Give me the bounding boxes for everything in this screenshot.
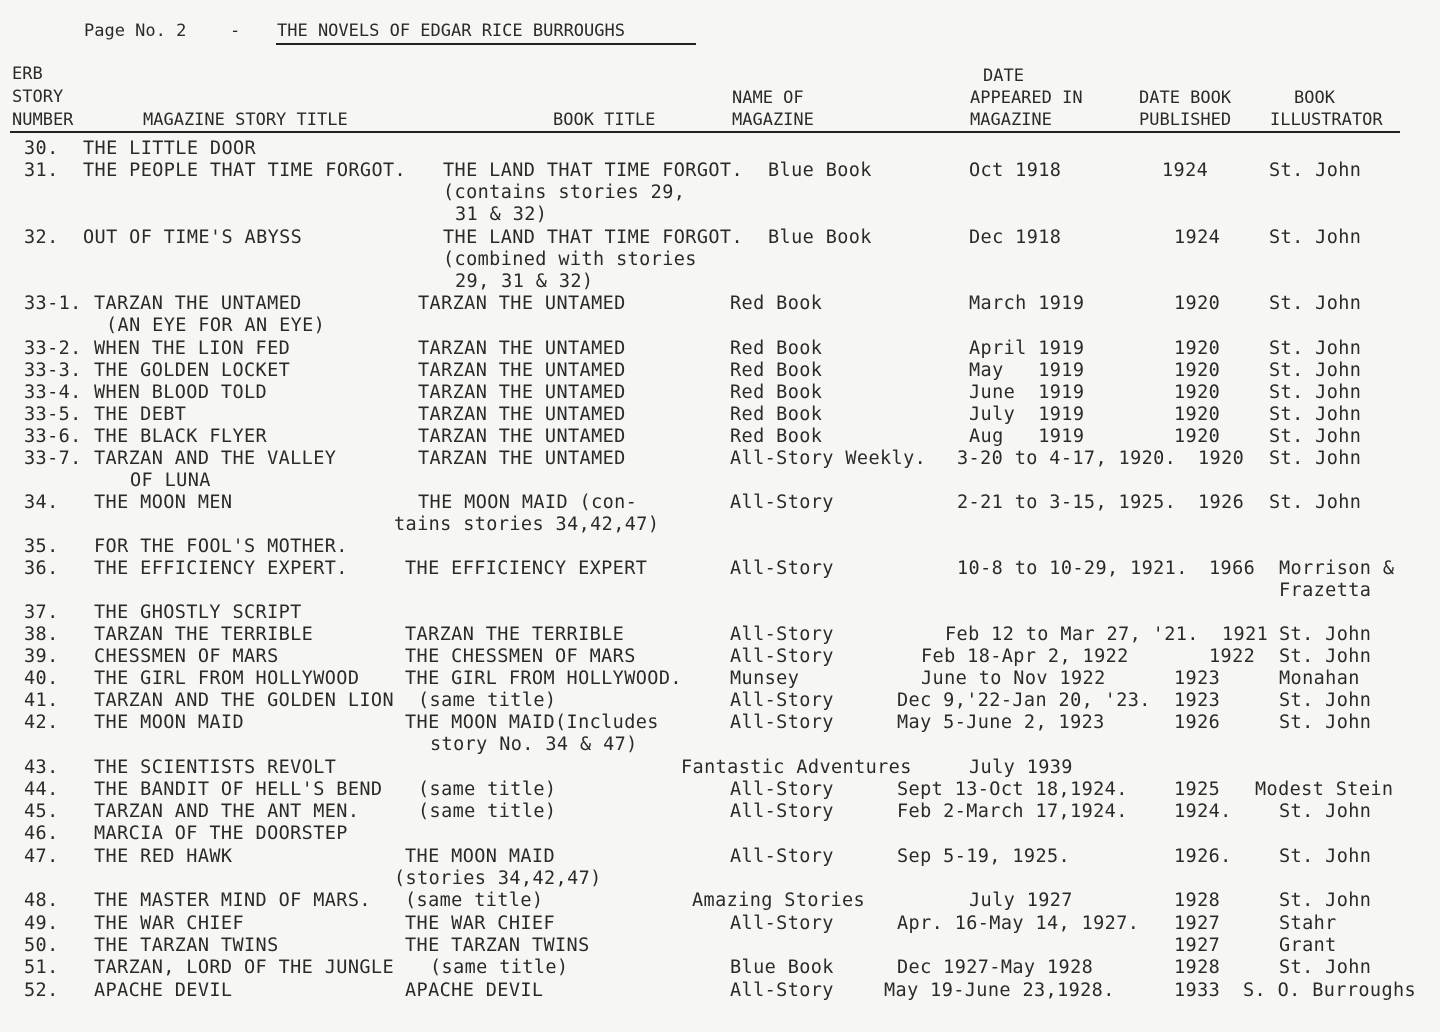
magazine-story-title: THE DEBT bbox=[94, 404, 187, 425]
magazine-story-title: MARCIA OF THE DOORSTEP bbox=[94, 823, 348, 844]
row-number: 49. bbox=[24, 913, 59, 934]
row-number: 32. bbox=[24, 227, 59, 248]
magazine-name: Red Book bbox=[730, 382, 823, 403]
magazine-name: All-Story bbox=[730, 913, 834, 934]
magazine-name: All-Story bbox=[730, 779, 834, 800]
book-title: (same title) bbox=[418, 779, 557, 800]
book-illustrator: St. John bbox=[1269, 426, 1362, 447]
book-illustrator: St. John bbox=[1269, 338, 1362, 359]
row-number: 38. bbox=[24, 624, 59, 645]
book-illustrator: Monahan bbox=[1279, 668, 1360, 689]
date-published: 1922 bbox=[1209, 646, 1256, 667]
date-appeared: March 1919 bbox=[969, 293, 1085, 314]
date-published: 1927 bbox=[1174, 913, 1221, 934]
book-illustrator: St. John bbox=[1279, 801, 1372, 822]
date-appeared: July 1939 bbox=[969, 757, 1073, 778]
book-illustrator: St. John bbox=[1269, 492, 1362, 513]
book-title: THE MOON MAID(Includes bbox=[405, 712, 659, 733]
col-magazine: MAGAZINE bbox=[732, 110, 814, 130]
book-title: (same title) bbox=[430, 957, 569, 978]
magazine-name: Blue Book bbox=[768, 160, 872, 181]
date-appeared: May 19-June 23,1928. bbox=[884, 980, 1115, 1001]
magazine-story-title: THE BLACK FLYER bbox=[94, 426, 268, 447]
col-erb: ERB bbox=[12, 64, 43, 84]
row-number: 33-7. bbox=[24, 448, 82, 469]
col-story: STORY bbox=[12, 87, 64, 107]
magazine-story-title: WHEN THE LION FED bbox=[94, 338, 291, 359]
magazine-story-title: CHESSMEN OF MARS bbox=[94, 646, 279, 667]
magazine-story-subtitle: OF LUNA bbox=[130, 470, 211, 491]
row-number: 37. bbox=[24, 602, 59, 623]
book-illustrator: St. John bbox=[1279, 957, 1372, 978]
row-number: 33-2. bbox=[24, 338, 82, 359]
magazine-story-title: TARZAN AND THE VALLEY bbox=[94, 448, 337, 469]
date-appeared: Feb 18-Apr 2, 1922 bbox=[921, 646, 1129, 667]
date-published: 1928 bbox=[1174, 957, 1221, 978]
date-appeared: 10-8 to 10-29, 1921. bbox=[957, 558, 1188, 579]
magazine-story-title: TARZAN AND THE GOLDEN LION bbox=[94, 690, 394, 711]
row-number: 43. bbox=[24, 757, 59, 778]
row-number: 35. bbox=[24, 536, 59, 557]
document-title: THE NOVELS OF EDGAR RICE BURROUGHS bbox=[277, 21, 625, 41]
row-number: 33-5. bbox=[24, 404, 82, 425]
magazine-name: All-Story bbox=[730, 801, 834, 822]
magazine-name: Red Book bbox=[730, 338, 823, 359]
date-appeared: May 1919 bbox=[969, 360, 1085, 381]
book-title: THE TARZAN TWINS bbox=[405, 935, 590, 956]
title-underline bbox=[276, 43, 696, 45]
date-published: 1920 bbox=[1174, 293, 1221, 314]
row-number: 33-6. bbox=[24, 426, 82, 447]
magazine-story-subtitle: (AN EYE FOR AN EYE) bbox=[106, 315, 326, 336]
book-title: THE LAND THAT TIME FORGOT. bbox=[443, 160, 743, 181]
book-title-note: (contains stories 29, bbox=[443, 182, 686, 203]
row-number: 33-1. bbox=[24, 293, 82, 314]
date-appeared: June to Nov 1922 bbox=[921, 668, 1106, 689]
magazine-story-title: THE TARZAN TWINS bbox=[94, 935, 279, 956]
magazine-story-title: WHEN BLOOD TOLD bbox=[94, 382, 268, 403]
header-dash: - bbox=[230, 21, 241, 41]
magazine-name: All-Story bbox=[730, 980, 834, 1001]
row-number: 45. bbox=[24, 801, 59, 822]
book-illustrator: St. John bbox=[1279, 890, 1372, 911]
col-appeared-in: APPEARED IN bbox=[970, 88, 1083, 108]
date-published: 1920 bbox=[1174, 404, 1221, 425]
date-appeared: Dec 1918 bbox=[969, 227, 1062, 248]
magazine-name: Red Book bbox=[730, 404, 823, 425]
book-illustrator: St. John bbox=[1269, 293, 1362, 314]
magazine-story-title: TARZAN AND THE ANT MEN. bbox=[94, 801, 360, 822]
book-illustrator: St. John bbox=[1269, 404, 1362, 425]
magazine-name: Red Book bbox=[730, 293, 823, 314]
date-appeared: Dec 9,'22-Jan 20, '23. bbox=[897, 690, 1151, 711]
col-published: PUBLISHED bbox=[1139, 110, 1232, 130]
magazine-name: All-Story bbox=[730, 624, 834, 645]
book-title-note: (stories 34,42,47) bbox=[394, 868, 602, 889]
book-illustrator: Grant bbox=[1279, 935, 1337, 956]
date-published: 1928 bbox=[1174, 890, 1221, 911]
book-title: (same title) bbox=[418, 801, 557, 822]
book-title-note: story No. 34 & 47) bbox=[430, 734, 638, 755]
date-appeared: Apr. 16-May 14, 1927. bbox=[897, 913, 1140, 934]
date-published: 1920 bbox=[1174, 360, 1221, 381]
book-title: TARZAN THE UNTAMED bbox=[418, 338, 626, 359]
date-appeared: 3-20 to 4-17, 1920. bbox=[957, 448, 1177, 469]
row-number: 36. bbox=[24, 558, 59, 579]
magazine-story-title: TARZAN, LORD OF THE JUNGLE bbox=[94, 957, 394, 978]
date-published: 1926 bbox=[1198, 492, 1245, 513]
book-illustrator: St. John bbox=[1269, 160, 1362, 181]
date-published: 1920 bbox=[1174, 382, 1221, 403]
book-title: TARZAN THE UNTAMED bbox=[418, 382, 626, 403]
magazine-name: Blue Book bbox=[768, 227, 872, 248]
book-title: TARZAN THE UNTAMED bbox=[418, 404, 626, 425]
date-published: 1920 bbox=[1198, 448, 1245, 469]
magazine-name: All-Story Weekly. bbox=[730, 448, 927, 469]
date-appeared: Sept 13-Oct 18,1924. bbox=[897, 779, 1128, 800]
date-appeared: June 1919 bbox=[969, 382, 1085, 403]
date-published: 1920 bbox=[1174, 338, 1221, 359]
col-date-book: DATE BOOK bbox=[1139, 88, 1232, 108]
book-title: THE CHESSMEN OF MARS bbox=[405, 646, 636, 667]
row-number: 47. bbox=[24, 846, 59, 867]
magazine-name: All-Story bbox=[730, 558, 834, 579]
book-title: TARZAN THE UNTAMED bbox=[418, 360, 626, 381]
book-title: (same title) bbox=[405, 890, 544, 911]
date-appeared: Dec 1927-May 1928 bbox=[897, 957, 1094, 978]
magazine-story-title: THE GHOSTLY SCRIPT bbox=[94, 602, 302, 623]
book-title-note: 31 & 32) bbox=[455, 204, 548, 225]
col-magazine-story-title: MAGAZINE STORY TITLE bbox=[143, 110, 348, 130]
row-number: 52. bbox=[24, 980, 59, 1001]
book-title: TARZAN THE UNTAMED bbox=[418, 448, 626, 469]
magazine-name: Fantastic Adventures bbox=[681, 757, 912, 778]
col-name-of: NAME OF bbox=[732, 88, 804, 108]
col-number: NUMBER bbox=[12, 110, 74, 130]
magazine-story-title: THE MOON MEN bbox=[94, 492, 233, 513]
magazine-story-title: TARZAN THE UNTAMED bbox=[94, 293, 302, 314]
date-appeared: Sep 5-19, 1925. bbox=[897, 846, 1071, 867]
magazine-story-title: THE GIRL FROM HOLLYWOOD bbox=[94, 668, 360, 689]
date-appeared: 2-21 to 3-15, 1925. bbox=[957, 492, 1177, 513]
magazine-story-title: FOR THE FOOL'S MOTHER. bbox=[94, 536, 348, 557]
date-published: 1924. bbox=[1174, 801, 1232, 822]
book-title: THE MOON MAID (con- bbox=[418, 492, 638, 513]
date-appeared: April 1919 bbox=[969, 338, 1085, 359]
book-illustrator: St. John bbox=[1279, 846, 1372, 867]
book-illustrator: St. John bbox=[1269, 382, 1362, 403]
col-illustrator: ILLUSTRATOR bbox=[1270, 110, 1383, 130]
book-illustrator: St. John bbox=[1269, 227, 1362, 248]
book-illustrator: S. O. Burroughs bbox=[1243, 980, 1417, 1001]
row-number: 48. bbox=[24, 890, 59, 911]
book-title: TARZAN THE UNTAMED bbox=[418, 426, 626, 447]
magazine-story-title: THE MASTER MIND OF MARS. bbox=[94, 890, 371, 911]
magazine-story-title: OUT OF TIME'S ABYSS bbox=[83, 227, 303, 248]
row-number: 34. bbox=[24, 492, 59, 513]
magazine-story-title: APACHE DEVIL bbox=[94, 980, 233, 1001]
magazine-story-title: THE GOLDEN LOCKET bbox=[94, 360, 291, 381]
date-published: 1926. bbox=[1174, 846, 1232, 867]
date-published: 1924 bbox=[1162, 160, 1209, 181]
book-illustrator: St. John bbox=[1279, 624, 1372, 645]
row-number: 46. bbox=[24, 823, 59, 844]
magazine-name: Red Book bbox=[730, 360, 823, 381]
magazine-story-title: THE SCIENTISTS REVOLT bbox=[94, 757, 337, 778]
row-number: 30. bbox=[24, 138, 59, 159]
row-number: 41. bbox=[24, 690, 59, 711]
book-title-note: tains stories 34,42,47) bbox=[394, 514, 660, 535]
book-illustrator: Morrison & bbox=[1279, 558, 1395, 579]
book-illustrator: Stahr bbox=[1279, 913, 1337, 934]
row-number: 51. bbox=[24, 957, 59, 978]
magazine-name: All-Story bbox=[730, 712, 834, 733]
book-illustrator-2: Frazetta bbox=[1279, 580, 1372, 601]
date-published: 1923 bbox=[1174, 690, 1221, 711]
date-published: 1927 bbox=[1174, 935, 1221, 956]
date-published: 1966 bbox=[1209, 558, 1256, 579]
book-illustrator: St. John bbox=[1269, 360, 1362, 381]
date-appeared: Aug 1919 bbox=[969, 426, 1085, 447]
book-illustrator: St. John bbox=[1279, 646, 1372, 667]
row-number: 40. bbox=[24, 668, 59, 689]
magazine-story-title: THE WAR CHIEF bbox=[94, 913, 244, 934]
date-appeared: Oct 1918 bbox=[969, 160, 1062, 181]
col-date: DATE bbox=[983, 66, 1024, 86]
page-number-label: Page No. 2 bbox=[84, 21, 187, 41]
book-title: APACHE DEVIL bbox=[405, 980, 544, 1001]
book-title: TARZAN THE TERRIBLE bbox=[405, 624, 625, 645]
book-title: THE WAR CHIEF bbox=[405, 913, 555, 934]
magazine-story-title: THE LITTLE DOOR bbox=[83, 138, 257, 159]
magazine-name: All-Story bbox=[730, 690, 834, 711]
date-published: 1920 bbox=[1174, 426, 1221, 447]
date-published: 1926 bbox=[1174, 712, 1221, 733]
book-illustrator: Modest Stein bbox=[1255, 779, 1394, 800]
date-published: 1924 bbox=[1174, 227, 1221, 248]
date-appeared: May 5-June 2, 1923 bbox=[897, 712, 1105, 733]
row-number: 39. bbox=[24, 646, 59, 667]
magazine-story-title: THE PEOPLE THAT TIME FORGOT. bbox=[83, 160, 407, 181]
date-appeared: July 1927 bbox=[969, 890, 1073, 911]
magazine-name: All-Story bbox=[730, 492, 834, 513]
book-title-note: 29, 31 & 32) bbox=[455, 271, 594, 292]
magazine-story-title: THE MOON MAID bbox=[94, 712, 244, 733]
date-published: 1933 bbox=[1174, 980, 1221, 1001]
header-underline bbox=[10, 131, 1400, 133]
date-appeared: July 1919 bbox=[969, 404, 1085, 425]
magazine-name: Blue Book bbox=[730, 957, 834, 978]
date-appeared: Feb 2-March 17,1924. bbox=[897, 801, 1128, 822]
col-book-title: BOOK TITLE bbox=[553, 110, 656, 130]
book-illustrator: St. John bbox=[1279, 712, 1372, 733]
book-title: (same title) bbox=[418, 690, 557, 711]
col-magazine-2: MAGAZINE bbox=[970, 110, 1052, 130]
magazine-story-title: THE EFFICIENCY EXPERT. bbox=[94, 558, 348, 579]
book-title: THE GIRL FROM HOLLYWOOD. bbox=[405, 668, 682, 689]
book-illustrator: St. John bbox=[1269, 448, 1362, 469]
row-number: 33-3. bbox=[24, 360, 82, 381]
magazine-name: Munsey bbox=[730, 668, 800, 689]
date-appeared: Feb 12 to Mar 27, '21. bbox=[945, 624, 1199, 645]
date-published: 1925 bbox=[1174, 779, 1221, 800]
book-title: TARZAN THE UNTAMED bbox=[418, 293, 626, 314]
book-title-note: (combined with stories bbox=[443, 249, 697, 270]
book-title: THE LAND THAT TIME FORGOT. bbox=[443, 227, 743, 248]
magazine-name: All-Story bbox=[730, 846, 834, 867]
date-published: 1923 bbox=[1174, 668, 1221, 689]
magazine-story-title: TARZAN THE TERRIBLE bbox=[94, 624, 314, 645]
col-book: BOOK bbox=[1294, 88, 1335, 108]
magazine-name: All-Story bbox=[730, 646, 834, 667]
date-published: 1921 bbox=[1222, 624, 1269, 645]
magazine-story-title: THE BANDIT OF HELL'S BEND bbox=[94, 779, 383, 800]
magazine-name: Red Book bbox=[730, 426, 823, 447]
magazine-name: Amazing Stories bbox=[692, 890, 866, 911]
row-number: 31. bbox=[24, 160, 59, 181]
book-illustrator: St. John bbox=[1279, 690, 1372, 711]
book-title: THE EFFICIENCY EXPERT bbox=[405, 558, 648, 579]
row-number: 44. bbox=[24, 779, 59, 800]
magazine-story-title: THE RED HAWK bbox=[94, 846, 233, 867]
book-title: THE MOON MAID bbox=[405, 846, 555, 867]
row-number: 33-4. bbox=[24, 382, 82, 403]
row-number: 42. bbox=[24, 712, 59, 733]
row-number: 50. bbox=[24, 935, 59, 956]
